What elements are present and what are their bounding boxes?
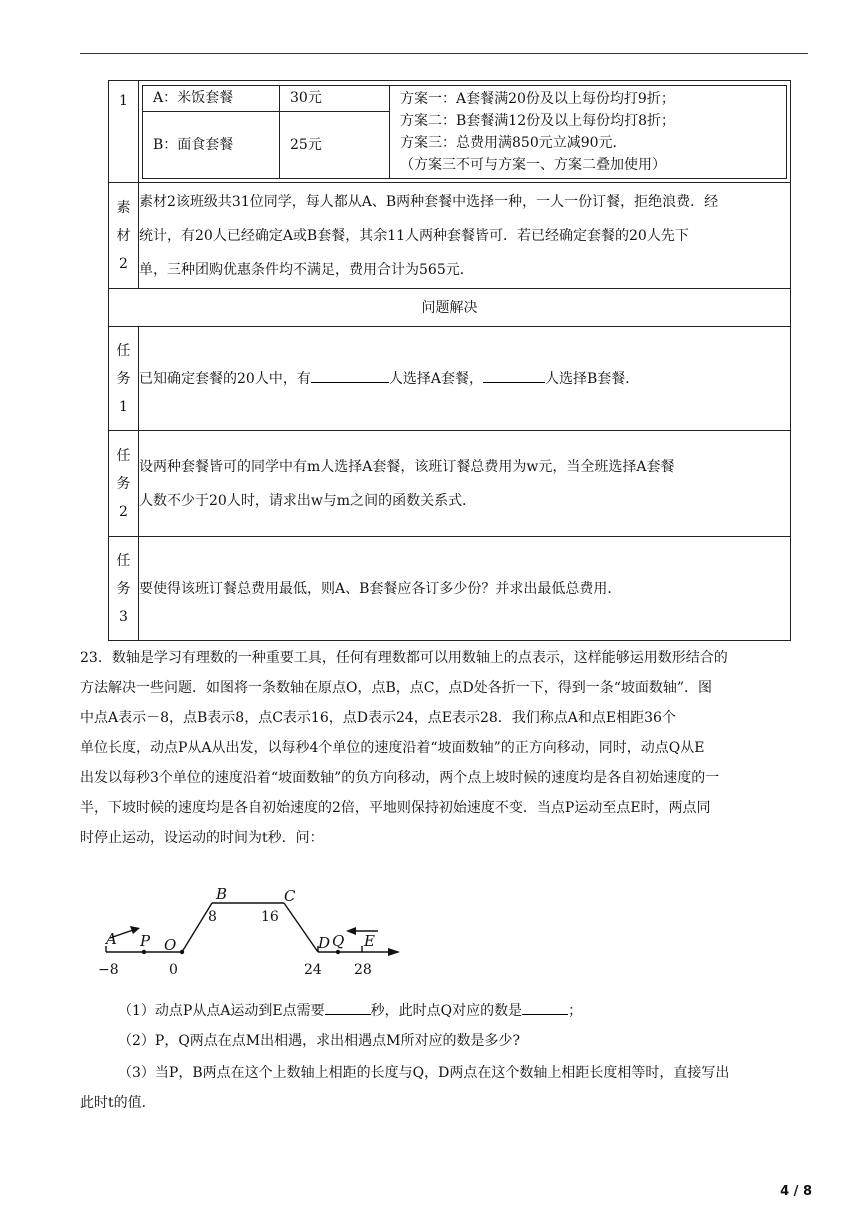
question-3 bbox=[80, 1058, 810, 1118]
label-char: 素 bbox=[116, 199, 131, 216]
label-char: 3 bbox=[119, 608, 128, 625]
meal-a-name: A：米饭套餐 bbox=[143, 85, 280, 112]
material2-text bbox=[139, 183, 791, 289]
point-q bbox=[336, 950, 340, 954]
problem-line: 中点A表示－8，点B表示8，点C表示16，点D表示24，点E表示28．我们称点A和点E相距36个 bbox=[80, 710, 676, 726]
label-char: 任 bbox=[116, 552, 131, 569]
problem-23-statement bbox=[80, 643, 810, 853]
table-row-material2 bbox=[109, 183, 791, 289]
row-label-task1 bbox=[109, 327, 139, 431]
task2-line-1: 设两种套餐皆可的同学中有m人选择A套餐，该班订餐总费用为w元，当全班选择A套餐 bbox=[139, 458, 675, 475]
label-char: 材 bbox=[116, 227, 131, 244]
header-rule bbox=[80, 53, 808, 54]
label-char: 务 bbox=[116, 580, 131, 597]
plan-3: 方案三：总费用满850元立减90元． bbox=[400, 134, 627, 151]
row-label-task2 bbox=[109, 431, 139, 537]
problem-line: 半，下坡时候的速度均是各自初始速度的2倍，平地则保持初始速度不变．当点P运动至点E时，两点同 bbox=[80, 800, 711, 816]
tick-a: −8 bbox=[98, 962, 119, 978]
problem-line: 单位长度，动点P从A从出发，以每秒4个单位的速度沿着“坡面数轴”的正方向移动，同时，动点Q从E bbox=[80, 740, 705, 756]
slope-number-line-figure bbox=[96, 880, 406, 980]
row-label-material2 bbox=[109, 183, 139, 289]
label-c: C bbox=[284, 887, 296, 905]
meal-b-name: B：面食套餐 bbox=[143, 112, 280, 178]
q1-part-2: 秒，此时点Q对应的数是 bbox=[370, 1003, 523, 1019]
meal-b-price: 25元 bbox=[280, 112, 390, 178]
task3-text: 要使得该班订餐总费用最低，则A、B套餐应各订多少份？并求出最低总费用． bbox=[139, 537, 791, 641]
label-char: 2 bbox=[119, 503, 128, 520]
problem-line: 出发以每秒3个单位的速度沿着“坡面数轴”的负方向移动，两个点上坡时候的速度均是各自初始速度的一 bbox=[80, 770, 720, 786]
table-row-task3 bbox=[109, 537, 791, 641]
plan-note: （方案三不可与方案一、方案二叠加使用） bbox=[400, 156, 666, 173]
row-label-1: 1 bbox=[109, 81, 139, 183]
question-2: （2）P，Q两点在点M出相遇，求出相遇点M所对应的数是多少? bbox=[118, 1033, 520, 1049]
task2-text bbox=[139, 431, 791, 537]
label-char: 务 bbox=[116, 370, 131, 387]
discount-plans bbox=[390, 85, 787, 178]
table-row-material1 bbox=[109, 81, 791, 183]
label-char: 任 bbox=[116, 342, 131, 359]
answer-blank-a[interactable] bbox=[311, 366, 389, 383]
label-a: A bbox=[106, 930, 117, 948]
axis-arrow-icon bbox=[388, 948, 400, 956]
task1-part-2: 人选择A套餐， bbox=[388, 370, 483, 387]
section-title: 问题解决 bbox=[109, 289, 791, 327]
q1-part-1: （1）动点P从点A运动到E点需要 bbox=[118, 1003, 325, 1019]
label-char: 务 bbox=[116, 475, 131, 492]
label-e: E bbox=[364, 932, 375, 950]
label-q: Q bbox=[332, 932, 345, 950]
material2-line-3: 单，三种团购优惠条件均不满足，费用合计为565元． bbox=[139, 261, 474, 278]
answer-blank-b[interactable] bbox=[483, 366, 545, 383]
q3-line-2: 此时t的值． bbox=[80, 1095, 156, 1111]
material2-line-1: 素材2该班级共31位同学，每人都从A、B两种套餐中选择一种，一人一份订餐，拒绝浪费．经 bbox=[139, 193, 719, 210]
page-number: 4 / 8 bbox=[780, 1184, 812, 1199]
task2-line-2: 人数不少于20人时，请求出w与m之间的函数关系式． bbox=[139, 492, 477, 509]
tick-e: 28 bbox=[354, 962, 372, 978]
p-direction-arrow-icon bbox=[130, 926, 140, 934]
problem-line: 方法解决一些问题．如图将一条数轴在原点O，点B，点C，点D处各折一下，得到一条“坡面数轴”．图 bbox=[80, 680, 713, 696]
task1-part-1: 已知确定套餐的20人中，有 bbox=[139, 370, 311, 387]
table-row-task1 bbox=[109, 327, 791, 431]
meal-problem-table bbox=[108, 80, 791, 641]
problem-line: 23．数轴是学习有理数的一种重要工具，任何有理数都可以用数轴上的点表示，这样能够运用数形结合的 bbox=[80, 650, 728, 666]
q1-part-3: ； bbox=[568, 1003, 583, 1019]
q1-blank-time[interactable] bbox=[325, 998, 371, 1015]
problem-line: 时停止运动，设运动的时间为t秒．问： bbox=[80, 830, 324, 846]
q-direction-arrow-icon bbox=[346, 927, 356, 935]
table-row-section bbox=[109, 289, 791, 327]
label-char: 2 bbox=[119, 255, 128, 272]
label-o: O bbox=[164, 936, 177, 954]
meal-a-price: 30元 bbox=[280, 85, 390, 112]
plan-2: 方案二：B套餐满12份及以上每份均打8折； bbox=[400, 112, 676, 129]
question-1 bbox=[118, 996, 808, 1026]
material2-line-2: 统计，有20人已经确定A或B套餐，其余11人两种套餐皆可．若已经确定套餐的20人先下 bbox=[139, 227, 689, 244]
point-p bbox=[142, 950, 146, 954]
tick-o: 0 bbox=[169, 962, 178, 978]
label-char: 1 bbox=[119, 398, 128, 415]
label-d: D bbox=[318, 934, 331, 952]
q3-line-1: （3）当P，B两点在这个上数轴上相距的长度与Q，D两点在这个数轴上相距长度相等时，直接写出 bbox=[118, 1065, 730, 1081]
row-label-task3 bbox=[109, 537, 139, 641]
q1-blank-value[interactable] bbox=[522, 998, 568, 1015]
tick-d: 24 bbox=[304, 962, 322, 978]
label-b: B bbox=[216, 885, 228, 903]
plan-1: 方案一：A套餐满20份及以上每份均打9折； bbox=[400, 90, 675, 107]
meal-cell bbox=[139, 81, 791, 183]
label-char: 任 bbox=[116, 447, 131, 464]
point-o bbox=[180, 950, 184, 954]
task1-text bbox=[139, 327, 791, 431]
task1-part-3: 人选择B套餐． bbox=[544, 370, 640, 387]
label-p: P bbox=[140, 932, 151, 950]
tick-c: 16 bbox=[261, 909, 279, 925]
tick-b: 8 bbox=[208, 909, 217, 925]
meal-price-table bbox=[142, 85, 787, 179]
table-row-task2 bbox=[109, 431, 791, 537]
